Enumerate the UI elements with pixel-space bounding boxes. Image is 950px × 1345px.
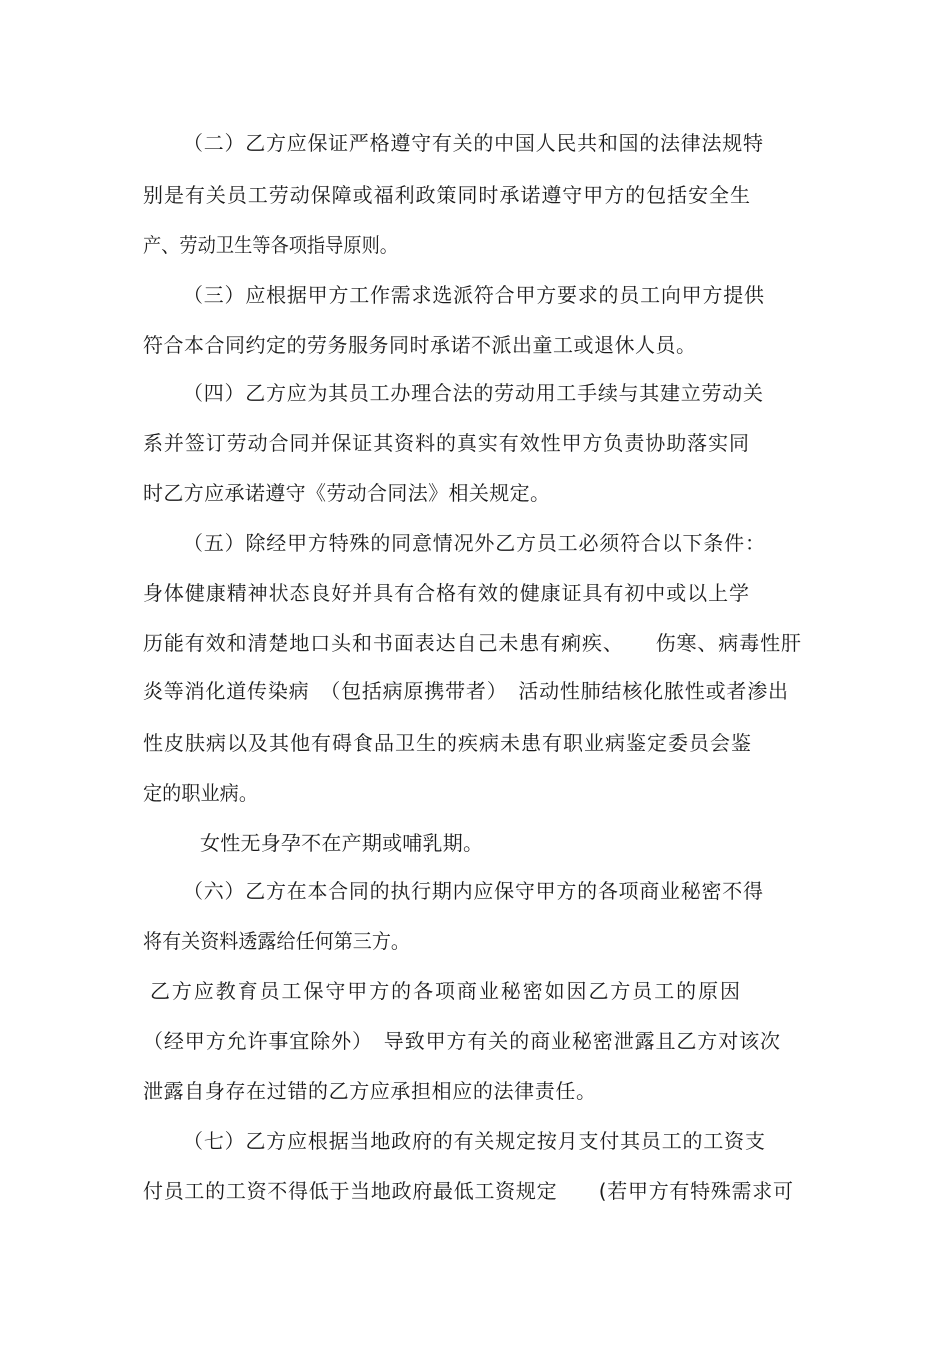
text-line: 付员工的工资不得低于当地政府最低工资规定 (若甲方有特殊需求可 <box>143 1179 794 1203</box>
text-line: （五）除经甲方特殊的同意情况外乙方员工必须符合以下条件： <box>183 531 766 555</box>
text-line: 系并签订劳动合同并保证其资料的真实有效性甲方负责协助落实同 <box>143 431 750 455</box>
text-line: 泄露自身存在过错的乙方应承担相应的法律责任。 <box>143 1079 597 1103</box>
text-line: 炎等消化道传染病 （包括病原携带者） 活动性肺结核化脓性或者渗出 <box>143 679 789 703</box>
text-line: 别是有关员工劳动保障或福利政策同时承诺遵守甲方的包括安全生 <box>143 183 751 207</box>
text-line: 性皮肤病以及其他有碍食品卫生的疾病未患有职业病鉴定委员会鉴 <box>143 731 752 755</box>
text-line: （七）乙方应根据当地政府的有关规定按月支付其员工的工资支 <box>183 1129 766 1153</box>
text-line: 符合本合同约定的劳务服务同时承诺不派出童工或退休人员。 <box>143 333 697 357</box>
text-line: 女性无身孕不在产期或哺乳期。 <box>200 831 484 855</box>
text-line: 定的职业病。 <box>143 781 258 805</box>
text-line: （六）乙方在本合同的执行期内应保守甲方的各项商业秘密不得 <box>183 879 764 903</box>
text-line: 产、劳动卫生等各项指导原则。 <box>143 233 398 257</box>
text-line: 时乙方应承诺遵守《劳动合同法》相关规定。 <box>143 481 551 505</box>
text-line: 身体健康精神状态良好并具有合格有效的健康证具有初中或以上学 <box>143 581 750 605</box>
text-line: 历能有效和清楚地口头和书面表达自己未患有痢疾、 伤寒、病毒性肝 <box>143 631 802 655</box>
text-line: （四）乙方应为其员工办理合法的劳动用工手续与其建立劳动关 <box>183 381 764 405</box>
text-line: （经甲方允许事宜除外） 导致甲方有关的商业秘密泄露且乙方对该次 <box>143 1029 781 1053</box>
text-line: 将有关资料透露给任何第三方。 <box>143 929 410 953</box>
text-line: （二）乙方应保证严格遵守有关的中国人民共和国的法律法规特 <box>183 131 764 155</box>
text-line: （三）应根据甲方工作需求选派符合甲方要求的员工向甲方提供 <box>183 283 765 307</box>
text-line: 乙方应教育员工保守甲方的各项商业秘密如因乙方员工的原因 <box>150 979 742 1003</box>
